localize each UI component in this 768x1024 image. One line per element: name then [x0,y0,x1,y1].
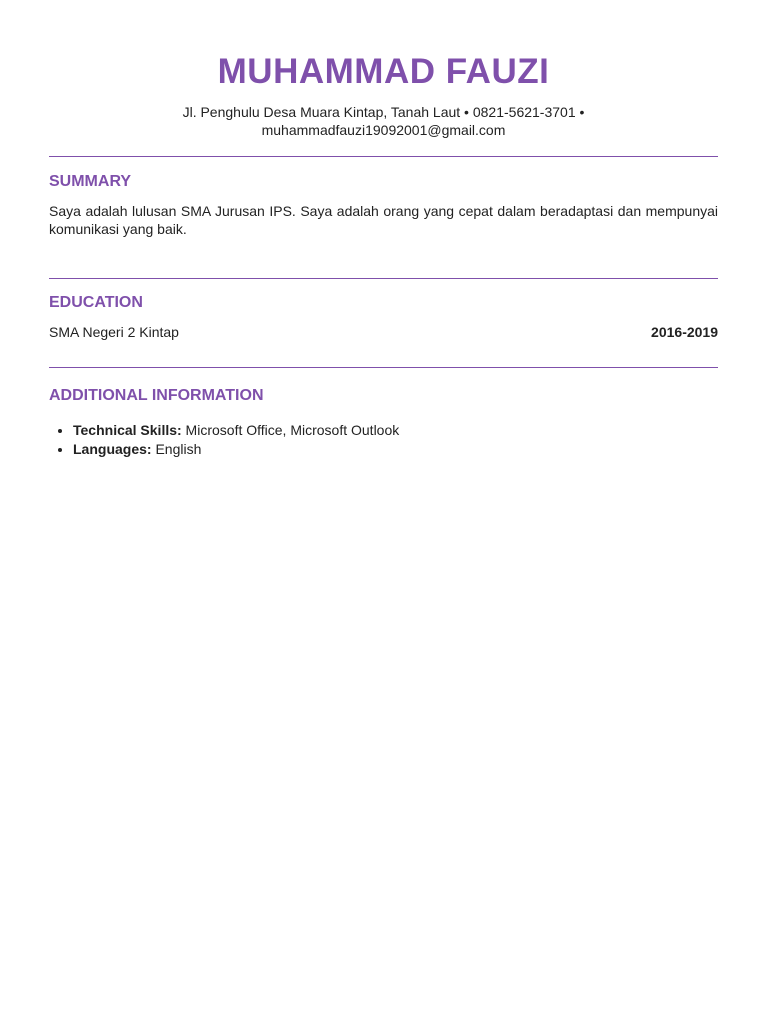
education-dates: 2016-2019 [651,324,718,340]
list-item [73,440,718,459]
section-divider [49,367,718,368]
contact-address: Jl. Penghulu Desa Muara Kintap, Tanah Laut [182,104,461,120]
education-school: SMA Negeri 2 Kintap [49,324,179,340]
candidate-name: MUHAMMAD FAUZI [217,52,550,91]
education-entry [49,323,718,341]
education-heading: EDUCATION [49,294,143,311]
info-value: English [151,441,202,457]
info-key: Languages: [73,441,152,457]
info-value: Microsoft Office, Microsoft Outlook [181,422,400,438]
summary-text: Saya adalah lulusan SMA Jurusan IPS. Saya adalah orang yang cepat dalam beradaptasi dan mempunyai komunikasi yang baik. [49,203,718,237]
additional-info-list [49,421,718,459]
summary-section [49,172,718,238]
info-key: Technical Skills: [73,422,182,438]
additional-info-heading: ADDITIONAL INFORMATION [49,387,264,404]
summary-heading: SUMMARY [49,173,132,190]
contact-info [49,103,718,139]
contact-phone: 0821-5621-3701 [472,104,576,120]
section-divider [49,278,718,279]
resume-page [49,0,718,459]
education-section [49,293,718,341]
contact-email: muhammadfauzi19092001@gmail.com [261,122,506,138]
additional-info-section [49,386,718,459]
section-divider [49,156,718,157]
contact-separator: • [575,104,585,120]
list-item [73,421,718,440]
contact-separator: • [460,104,473,120]
